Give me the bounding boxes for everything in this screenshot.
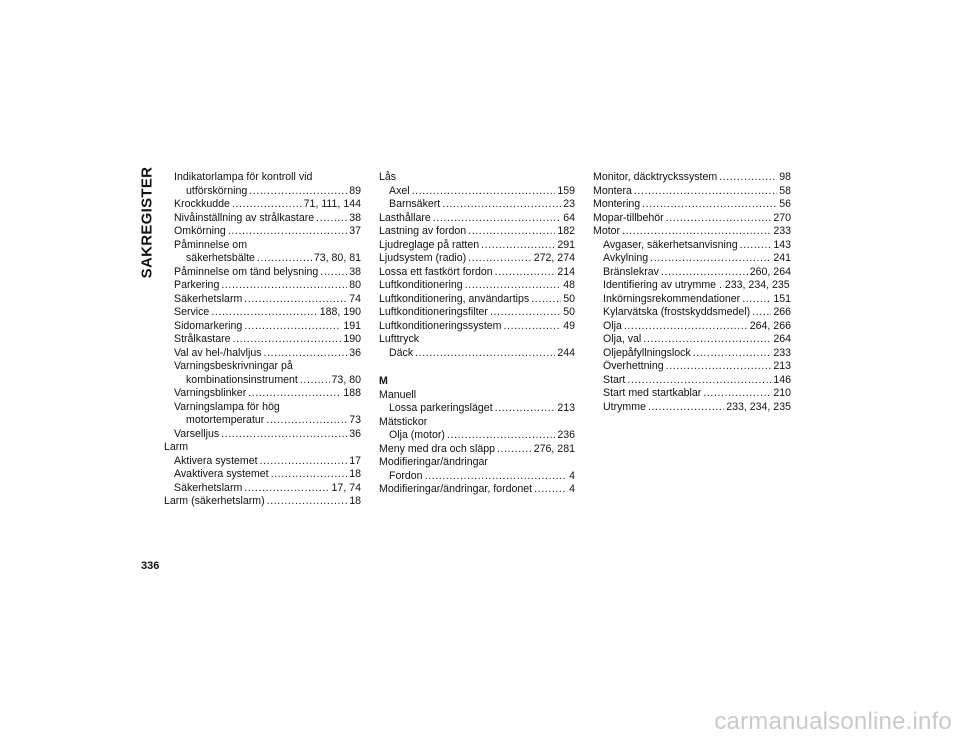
index-entry: [164, 266, 361, 280]
dot-leader: [742, 293, 771, 307]
index-entry-page: 18: [349, 495, 361, 507]
index-entry-page: 182: [557, 225, 575, 237]
dot-leader: [447, 429, 555, 443]
index-entry: [379, 402, 575, 416]
dot-leader: [666, 360, 772, 374]
dot-leader: [415, 347, 555, 361]
dot-leader: [634, 185, 777, 199]
index-entry: [164, 387, 361, 401]
index-entry-term: Meny med dra och släpp: [379, 442, 496, 455]
index-entry: [593, 401, 791, 415]
index-entry-page: 50: [563, 306, 575, 318]
index-entry-page: 264: [773, 333, 791, 345]
index-entry-term: utförskörning: [186, 184, 248, 197]
index-entry-page: 38: [349, 211, 361, 224]
index-entry: [593, 279, 791, 293]
dot-leader: [244, 320, 341, 334]
index-entry-page: 214: [557, 265, 575, 278]
dot-leader: [719, 171, 777, 185]
dot-leader: [244, 482, 329, 496]
dot-leader: [650, 252, 771, 266]
index-entry-term: Olja, val: [603, 333, 642, 345]
index-entry-term: Barnsäkert: [389, 198, 441, 210]
dot-leader: [490, 306, 561, 320]
index-entry-page: 49: [563, 319, 575, 332]
watermark: carmanualsonline.info: [714, 708, 952, 735]
index-entry-term: Däck: [389, 346, 414, 359]
index-entry-term: Aktivera systemet: [174, 454, 258, 467]
section-tab: [138, 166, 156, 278]
dot-leader: [703, 387, 771, 401]
index-entry-term: Start: [603, 373, 626, 386]
dot-leader: [643, 333, 771, 347]
index-entry: [593, 212, 791, 226]
dot-leader: [425, 470, 568, 484]
index-entry-term: Omkörning: [174, 225, 226, 237]
index-entry-term: Kylarvätska (frostskyddsmedel): [603, 306, 751, 318]
dot-leader: [221, 428, 347, 442]
index-entry-term: Påminnelse om: [174, 238, 248, 251]
index-entry-page: 56: [779, 198, 791, 210]
index-entry-term: Larm (säkerhetslarm): [164, 495, 265, 507]
index-entry: [379, 212, 575, 226]
index-entry-page: 80: [349, 279, 361, 291]
index-entry: [379, 279, 575, 293]
index-entry-term: Motor: [593, 225, 621, 237]
index-entry: [164, 252, 361, 266]
index-entry-term: Krockkudde: [174, 198, 230, 210]
dot-leader: [412, 185, 556, 199]
index-entry: [164, 455, 361, 469]
index-entry: [164, 401, 361, 415]
index-entry: [164, 482, 361, 496]
index-entry: [164, 185, 361, 199]
index-entry-page: 276, 281: [533, 442, 575, 455]
index-entry-term: säkerhetsbälte: [186, 252, 255, 264]
index-entry-term: Lufttryck: [379, 333, 420, 345]
index-entry: [379, 333, 575, 347]
index-entry: [379, 347, 575, 361]
dot-leader: [442, 198, 561, 212]
index-entry-page: 4: [569, 469, 575, 482]
dot-leader: [233, 333, 342, 347]
index-entry-term: Strålkastare: [174, 333, 231, 345]
index-entry-page: 244: [557, 346, 575, 359]
index-entry-page: 233: [773, 346, 791, 359]
index-entry-term: Bränslekrav: [603, 265, 659, 278]
dot-leader: [495, 402, 556, 416]
dot-leader: [661, 266, 748, 280]
index-entry-page: 272, 274: [533, 252, 575, 264]
index-entry: [593, 293, 791, 307]
index-entry-page: 73, 80, 81: [313, 252, 361, 264]
index-entry: [593, 360, 791, 374]
index-entry: [379, 171, 575, 185]
index-entry: [164, 306, 361, 320]
index-entry-term: Varningsbeskrivningar på: [174, 360, 293, 372]
dot-leader: [228, 225, 347, 239]
index-entry-page: 260, 264: [749, 265, 791, 278]
dot-leader: [503, 320, 561, 334]
index-entry-term: Identifiering av utrymme . 233, 234, 235: [603, 279, 790, 291]
index-entry: [164, 198, 361, 212]
index-entry: [379, 185, 575, 199]
index-entry-page: 188, 190: [319, 306, 361, 318]
index-entry: [379, 456, 575, 470]
index-letter-heading: [379, 375, 575, 389]
index-entry-term: Montera: [593, 184, 632, 197]
dot-leader: [642, 198, 777, 212]
dot-leader: [211, 306, 317, 320]
index-entry: [164, 320, 361, 334]
dot-leader: [666, 212, 772, 226]
dot-leader: [232, 198, 302, 212]
index-entry-term: Olja: [603, 319, 622, 332]
index-column-2: [379, 171, 575, 497]
index-entry-term: Monitor, däcktryckssystem: [593, 171, 718, 183]
index-column-1: [164, 171, 361, 509]
index-entry-term: Luftkonditionering, användartips: [379, 292, 530, 305]
index-entry: [379, 239, 575, 253]
index-entry-page: 58: [779, 184, 791, 197]
index-entry-term: Inkörningsrekommendationer: [603, 292, 741, 305]
dot-leader: [468, 225, 555, 239]
index-entry-term: Lastning av fordon: [379, 225, 467, 237]
dot-leader: [300, 374, 330, 388]
index-entry-page: 191: [343, 319, 361, 332]
dot-leader: [622, 225, 771, 239]
dot-leader: [481, 239, 555, 253]
dot-leader: [221, 279, 347, 293]
index-entry-term: Val av hel-/halvljus: [174, 346, 262, 359]
index-entry: [379, 293, 575, 307]
index-entry-page: 48: [563, 279, 575, 291]
index-entry-page: 151: [773, 292, 791, 305]
index-entry-term: Lossa ett fastkört fordon: [379, 265, 493, 278]
index-entry: [593, 171, 791, 185]
index-entry: [379, 306, 575, 320]
index-entry: [164, 495, 361, 509]
index-entry-term: Axel: [389, 184, 410, 197]
index-entry-term: Manuell: [379, 388, 417, 401]
index-entry-page: 213: [557, 402, 575, 414]
index-entry: [379, 266, 575, 280]
index-entry: [164, 414, 361, 428]
index-entry-term: Nivåinställning av strålkastare: [174, 211, 315, 224]
index-entry-page: 89: [349, 184, 361, 197]
dot-leader: [465, 279, 562, 293]
index-entry-term: Lasthållare: [379, 211, 431, 224]
index-entry: [593, 320, 791, 334]
index-entry-page: 146: [773, 373, 791, 386]
index-entry-page: 236: [557, 429, 575, 441]
index-entry-term: Ljudsystem (radio): [379, 252, 467, 264]
index-entry: [593, 225, 791, 239]
index-entry-term: Avkylning: [603, 252, 649, 264]
index-entry: [379, 252, 575, 266]
dot-leader: [320, 266, 347, 280]
index-entry-page: 17: [349, 454, 361, 467]
index-entry-page: 36: [349, 427, 361, 440]
index-entry: [164, 293, 361, 307]
dot-leader: [740, 239, 772, 253]
index-entry-page: 190: [343, 333, 361, 345]
index-entry: [593, 333, 791, 347]
index-entry-term: Säkerhetslarm: [174, 292, 243, 305]
index-entry-term: M: [379, 375, 388, 387]
section-tab-label: SAKREGISTER: [138, 166, 156, 278]
index-entry-term: Fordon: [389, 469, 423, 482]
dot-leader: [497, 443, 532, 457]
index-entry-page: 17, 74: [331, 481, 361, 494]
index-entry-term: Varningslampa för hög: [174, 400, 280, 413]
dot-leader: [433, 212, 561, 226]
index-entry-term: Utrymme: [603, 400, 646, 413]
dot-leader: [648, 401, 724, 415]
index-entry-page: 291: [557, 238, 575, 251]
dot-leader: [244, 293, 347, 307]
index-entry-term: Modifieringar/ändringar, fordonet: [379, 483, 533, 495]
index-entry: [593, 185, 791, 199]
index-entry-page: 64: [563, 211, 575, 224]
index-entry-term: Service: [174, 306, 210, 318]
index-entry-term: Luftkonditioneringsfilter: [379, 306, 488, 318]
index-entry: [379, 225, 575, 239]
index-entry-term: Olja (motor): [389, 429, 445, 441]
index-entry: [379, 320, 575, 334]
dot-leader: [624, 320, 748, 334]
index-entry-term: Modifieringar/ändringar: [379, 456, 488, 468]
dot-leader: [248, 387, 341, 401]
dot-leader: [266, 414, 347, 428]
index-entry-page: 73, 80: [331, 373, 361, 386]
index-entry-page: 37: [349, 225, 361, 237]
index-entry: [379, 360, 575, 375]
index-entry-page: 266: [773, 306, 791, 318]
index-entry: [164, 360, 361, 374]
index-entry-term: kombinationsinstrument: [186, 373, 298, 386]
index-entry-term: Montering: [593, 198, 641, 210]
index-entry-term: Luftkonditionering: [379, 279, 463, 291]
index-entry-term: Ljudreglage på ratten: [379, 238, 480, 251]
index-entry: [593, 198, 791, 212]
dot-leader: [468, 252, 532, 266]
index-column-3: [593, 171, 791, 414]
index-entry-term: Avaktivera systemet: [174, 468, 269, 480]
dot-leader: [271, 468, 348, 482]
index-entry-page: 213: [773, 360, 791, 372]
index-entry: [164, 279, 361, 293]
index-entry-page: 159: [557, 184, 575, 197]
index-entry: [379, 416, 575, 430]
dot-leader: [693, 347, 772, 361]
dot-leader: [264, 347, 348, 361]
index-entry-page: 71, 111, 144: [303, 198, 361, 210]
dot-leader: [534, 483, 567, 497]
index-entry-page: 98: [779, 171, 791, 183]
index-entry: [379, 483, 575, 497]
index-entry: [379, 429, 575, 443]
index-entry: [164, 468, 361, 482]
index-entry-page: 38: [349, 265, 361, 278]
dot-leader: [267, 495, 348, 509]
index-entry-page: 36: [349, 346, 361, 359]
index-entry: [164, 428, 361, 442]
index-entry-page: 50: [563, 292, 575, 305]
page-number: 336: [141, 560, 160, 572]
dot-leader: [495, 266, 556, 280]
index-entry: [593, 306, 791, 320]
dot-leader: [531, 293, 561, 307]
index-entry-page: 233: [773, 225, 791, 237]
index-entry-page: 264, 266: [749, 319, 791, 332]
index-entry: [164, 441, 361, 455]
index-entry: [593, 252, 791, 266]
index-entry-page: 188: [343, 387, 361, 399]
index-entry-term: Parkering: [174, 279, 220, 291]
dot-leader: [752, 306, 771, 320]
index-entry-term: Sidomarkering: [174, 319, 243, 332]
index-entry: [593, 347, 791, 361]
index-entry: [379, 389, 575, 403]
index-entry-term: Mätstickor: [379, 415, 428, 428]
index-entry-term: Larm: [164, 441, 189, 453]
index-entry: [164, 239, 361, 253]
index-entry: [379, 470, 575, 484]
index-entry-page: 270: [773, 211, 791, 224]
index-entry-page: 241: [773, 252, 791, 264]
index-entry: [593, 266, 791, 280]
dot-leader: [316, 212, 347, 226]
index-entry: [164, 225, 361, 239]
index-entry-term: Lossa parkeringsläget: [389, 402, 493, 414]
index-entry-term: Överhettning: [603, 360, 664, 372]
index-entry-term: Start med startkablar: [603, 387, 702, 399]
dot-leader: [249, 185, 347, 199]
dot-leader: [260, 455, 348, 469]
index-entry: [164, 333, 361, 347]
index-entry: [164, 374, 361, 388]
index-entry: [593, 374, 791, 388]
index-entry-term: Varningsblinker: [174, 387, 247, 399]
index-entry-term: Avgaser, säkerhetsanvisning: [603, 238, 738, 251]
index-entry: [379, 443, 575, 457]
index-entry-page: 143: [773, 238, 791, 251]
index-entry-page: 233, 234, 235: [726, 400, 791, 413]
index-entry-term: Varselljus: [174, 427, 220, 440]
dot-leader: [257, 252, 312, 266]
index-entry: [593, 387, 791, 401]
index-entry-page: 4: [569, 483, 575, 495]
index-entry-term: Mopar-tillbehör: [593, 211, 664, 224]
index-entry: [379, 198, 575, 212]
index-entry-page: 18: [349, 468, 361, 480]
dot-leader: [627, 374, 771, 388]
index-entry: [593, 239, 791, 253]
index-entry-page: 73: [349, 414, 361, 426]
index-entry-page: 74: [349, 292, 361, 305]
index-entry-term: Säkerhetslarm: [174, 481, 243, 494]
index-entry-page: 210: [773, 387, 791, 399]
index-entry-term: Luftkonditioneringssystem: [379, 319, 502, 332]
index-entry-term: Indikatorlampa för kontroll vid: [174, 171, 313, 183]
index-entry-page: 23: [563, 198, 575, 210]
index-entry-term: Oljepåfyllningslock: [603, 346, 691, 359]
index-entry: [164, 347, 361, 361]
index-entry-term: Påminnelse om tänd belysning: [174, 265, 319, 278]
index-entry-term: Lås: [379, 171, 397, 183]
index-entry: [164, 212, 361, 226]
index-entry-term: motortemperatur: [186, 414, 265, 426]
index-entry: [164, 171, 361, 185]
